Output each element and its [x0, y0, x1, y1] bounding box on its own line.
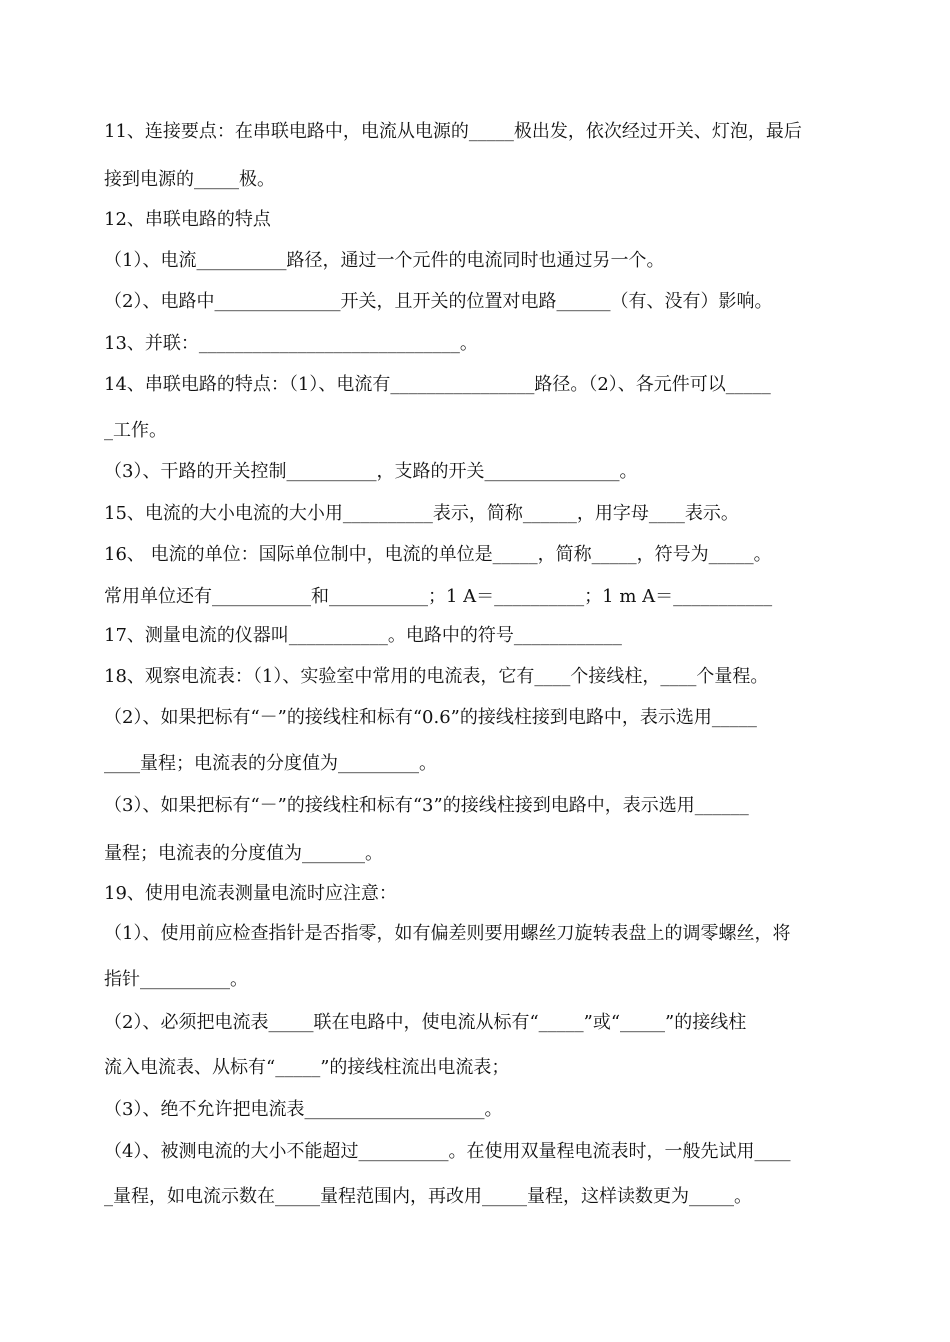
line-16a: 16、 电流的单位：国际单位制中，电流的单位是_____，简称_____，符号为_____。 — [104, 544, 772, 565]
line-18-2b: ____量程；电流表的分度值为_________。 — [104, 753, 437, 774]
line-14-3: （3）、干路的开关控制__________，支路的开关_______________。 — [104, 461, 638, 482]
line-18-2a: （2）、如果把标有“－”的接线柱和标有“0.6”的接线柱接到电路中，表示选用_____ — [104, 707, 757, 728]
line-19-4b: _量程，如电流示数在_____量程范围内，再改用_____量程，这样读数更为_____。 — [104, 1186, 752, 1207]
line-18-3a: （3）、如果把标有“－”的接线柱和标有“3”的接线柱接到电路中，表示选用______ — [104, 795, 749, 816]
line-15: 15、电流的大小电流的大小用__________表示，简称______，用字母____表示。 — [104, 503, 739, 524]
line-19-4a: （4）、被测电流的大小不能超过__________。在使用双量程电流表时，一般先试用____ — [104, 1141, 791, 1162]
line-12-2: （2）、电路中______________开关，且开关的位置对电路______（有、没有）影响。 — [104, 291, 773, 312]
line-16b: 常用单位还有___________和___________；1 A＝__________；1 m A＝___________ — [104, 586, 773, 607]
line-19-3: （3）、绝不允许把电流表____________________。 — [104, 1099, 503, 1120]
line-17: 17、测量电流的仪器叫___________。电路中的符号____________ — [104, 625, 622, 646]
line-12-title: 12、串联电路的特点 — [104, 209, 271, 230]
line-18-3b: 量程；电流表的分度值为_______。 — [104, 843, 383, 864]
line-12-1: （1）、电流__________路径，通过一个元件的电流同时也通过另一个。 — [104, 250, 665, 271]
line-14b: _工作。 — [104, 420, 167, 441]
line-19-title: 19、使用电流表测量电流时应注意： — [104, 883, 397, 904]
line-18: 18、观察电流表：（1）、实验室中常用的电流表，它有____个接线柱，____个量程。 — [104, 666, 769, 687]
line-11b: 接到电源的_____极。 — [104, 169, 275, 190]
line-19-1b: 指针__________。 — [104, 969, 248, 990]
line-19-2a: （2）、必须把电流表_____联在电路中，使电流从标有“_____”或“_____”的接线柱 — [104, 1012, 747, 1033]
line-14a: 14、串联电路的特点：（1）、电流有________________路径。（2）、各元件可以_____ — [104, 374, 771, 395]
line-19-1a: （1）、使用前应检查指针是否指零，如有偏差则要用螺丝刀旋转表盘上的调零螺丝，将 — [104, 923, 791, 944]
line-11a: 11、连接要点：在串联电路中，电流从电源的_____极出发，依次经过开关、灯泡，最后 — [104, 121, 802, 142]
line-19-2b: 流入电流表、从标有“_____”的接线柱流出电流表； — [104, 1057, 510, 1078]
line-13: 13、并联：_____________________________。 — [104, 333, 478, 354]
